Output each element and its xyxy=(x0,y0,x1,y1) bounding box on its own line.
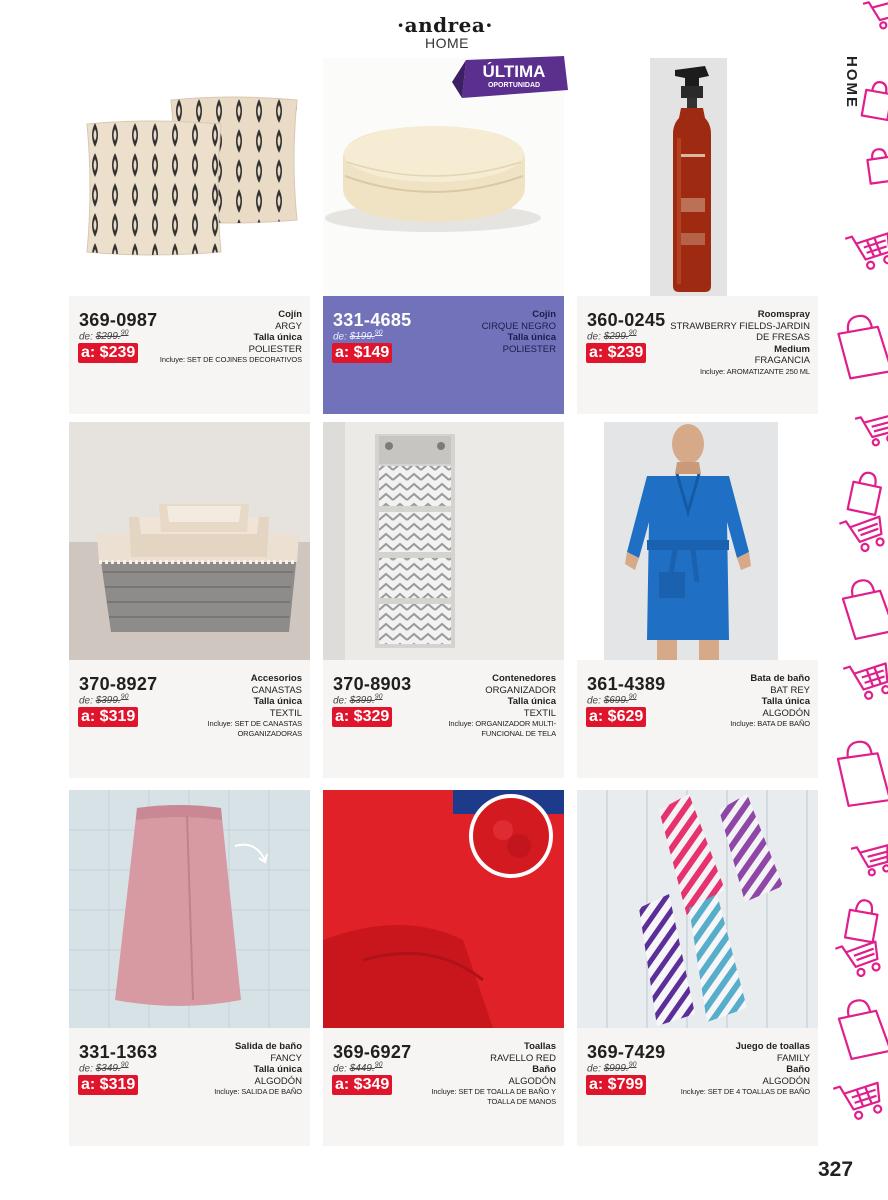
shopping-bag-icon xyxy=(866,148,888,184)
product-card[interactable] xyxy=(577,790,818,1146)
product-code: 331-4685 xyxy=(333,310,412,330)
shopping-bag-icon xyxy=(848,470,884,515)
product-info xyxy=(323,660,564,778)
product-code: 361-4389 xyxy=(587,674,666,694)
product-image-baskets xyxy=(69,422,310,660)
product-includes: Incluye: SET DE TOALLA DE BAÑO Y TOALLA DE MANOS xyxy=(431,1087,556,1106)
product-details xyxy=(660,673,810,729)
product-model: BAT REY xyxy=(770,684,810,696)
product-material: ALGODÓN xyxy=(254,1075,302,1087)
shopping-cart-icon xyxy=(843,656,888,704)
product-size: Baño xyxy=(532,1064,556,1075)
product-category: Roomspray xyxy=(757,309,810,320)
badge-title: ÚLTIMA xyxy=(482,62,546,81)
shopping-cart-icon xyxy=(855,410,888,449)
product-category: Cojín xyxy=(532,309,556,320)
product-size: Baño xyxy=(786,1064,810,1075)
product-includes: Incluye: SET DE CANASTAS ORGANIZADORAS xyxy=(207,719,302,738)
product-model: ORGANIZADOR xyxy=(485,684,556,696)
product-card[interactable] xyxy=(69,790,310,1146)
product-material: FRAGANCIA xyxy=(754,355,810,366)
shopping-bag-icon xyxy=(845,898,880,942)
product-info xyxy=(323,1028,564,1146)
product-category: Toallas xyxy=(523,1041,556,1052)
product-details xyxy=(406,1041,556,1107)
product-info xyxy=(69,660,310,778)
product-model: FANCY xyxy=(270,1052,302,1064)
sale-price: a: $239 xyxy=(586,343,646,363)
shopping-cart-icon xyxy=(845,226,888,274)
brand-subtitle: HOME xyxy=(425,35,469,51)
product-details xyxy=(660,1041,810,1097)
sale-price: a: $319 xyxy=(78,1075,138,1095)
product-card[interactable] xyxy=(323,790,564,1146)
sale-price: a: $319 xyxy=(78,707,138,727)
product-details xyxy=(152,1041,302,1097)
product-image-red-towels xyxy=(323,790,564,1028)
product-model: STRAWBERRY FIELDS-JARDIN DE FRESAS xyxy=(670,320,810,343)
product-details xyxy=(660,309,810,377)
product-card[interactable] xyxy=(577,422,818,778)
badge-subtitle: OPORTUNIDAD xyxy=(487,82,541,89)
product-image-pillows xyxy=(69,58,310,296)
shopping-cart-icon xyxy=(835,935,884,981)
product-image-bath-wrap xyxy=(69,790,310,1028)
shopping-bag-icon xyxy=(836,312,888,379)
product-model: CIRQUE NEGRO xyxy=(481,320,556,332)
product-info-highlighted xyxy=(323,296,564,414)
product-card[interactable] xyxy=(577,58,818,414)
shopping-bag-icon xyxy=(836,739,888,807)
product-category: Accesorios xyxy=(250,673,302,684)
regular-price: de: $299.90 xyxy=(587,330,637,343)
product-includes: Incluye: AROMATIZANTE 250 ML xyxy=(699,366,810,376)
regular-price: de: $349.90 xyxy=(79,1062,129,1075)
product-includes: Incluye: SET DE 4 TOALLAS DE BAÑO xyxy=(680,1087,810,1096)
product-info xyxy=(577,660,818,778)
product-size: Talla única xyxy=(253,332,302,343)
product-size: Talla única xyxy=(507,696,556,707)
product-details xyxy=(406,673,556,739)
product-material: TEXTIL xyxy=(269,707,302,719)
product-info xyxy=(69,296,310,414)
regular-price: de: $449.90 xyxy=(333,1062,383,1075)
product-model: CANASTAS xyxy=(251,684,302,696)
shopping-bag-icon xyxy=(836,996,888,1060)
shopping-decoration xyxy=(826,0,888,1150)
product-size: Talla única xyxy=(253,696,302,707)
product-code: 370-8927 xyxy=(79,674,158,694)
product-code: 331-1363 xyxy=(79,1042,158,1062)
regular-price: de: $399.90 xyxy=(333,694,383,707)
regular-price: de: $999.90 xyxy=(587,1062,637,1075)
sale-price: a: $349 xyxy=(332,1075,392,1095)
product-model: FAMILY xyxy=(776,1052,810,1064)
product-image-bathrobe xyxy=(577,422,818,660)
product-category: Bata de baño xyxy=(750,673,810,684)
product-includes: Incluye: ORGANIZADOR MULTI-FUNCIONAL DE TELA xyxy=(448,719,556,738)
product-code: 369-7429 xyxy=(587,1042,666,1062)
regular-price: de: $699.90 xyxy=(587,694,637,707)
brand-logo: ·andrea· xyxy=(397,13,493,37)
product-category: Salida de baño xyxy=(234,1041,302,1052)
shopping-cart-icon xyxy=(863,0,888,32)
product-material: ALGODÓN xyxy=(762,1075,810,1087)
sale-price: a: $329 xyxy=(332,707,392,727)
product-category: Juego de toallas xyxy=(735,1041,810,1052)
product-size: Talla única xyxy=(253,1064,302,1075)
product-material: ALGODÓN xyxy=(762,707,810,719)
sale-price: a: $629 xyxy=(586,707,646,727)
product-material: ALGODÓN xyxy=(508,1075,556,1087)
product-card[interactable] xyxy=(323,422,564,778)
product-image-organizer xyxy=(323,422,564,660)
shopping-bag-icon xyxy=(840,576,888,640)
sale-price: a: $149 xyxy=(332,343,392,363)
product-details xyxy=(152,673,302,739)
product-model: ARGY xyxy=(275,320,302,332)
product-code: 360-0245 xyxy=(587,310,666,330)
product-category: Contenedores xyxy=(492,673,556,684)
product-code: 369-0987 xyxy=(79,310,158,330)
product-card[interactable] xyxy=(69,422,310,778)
product-includes: Incluye: BATA DE BAÑO xyxy=(730,719,810,728)
regular-price: de: $199.90 xyxy=(333,330,383,343)
shopping-cart-icon xyxy=(851,840,888,879)
product-code: 369-6927 xyxy=(333,1042,412,1062)
product-material: POLIESTER xyxy=(248,343,302,355)
product-details xyxy=(152,309,302,365)
product-size: Talla única xyxy=(761,696,810,707)
product-image-spray-bottle xyxy=(577,58,818,296)
product-image-striped-towels xyxy=(577,790,818,1028)
product-includes: Incluye: SET DE COJINES DECORATIVOS xyxy=(159,355,302,364)
product-card[interactable] xyxy=(323,58,564,414)
regular-price: de: $299.90 xyxy=(79,330,129,343)
sale-price: a: $799 xyxy=(586,1075,646,1095)
product-includes: Incluye: SALIDA DE BAÑO xyxy=(214,1087,302,1096)
product-info xyxy=(577,1028,818,1146)
product-material: POLIESTER xyxy=(502,343,556,355)
product-card[interactable] xyxy=(69,58,310,414)
sale-price: a: $239 xyxy=(78,343,138,363)
product-details xyxy=(406,309,556,355)
product-size: Talla única xyxy=(507,332,556,343)
product-info xyxy=(577,296,818,414)
product-material: TEXTIL xyxy=(523,707,556,719)
product-code: 370-8903 xyxy=(333,674,412,694)
product-info xyxy=(69,1028,310,1146)
last-chance-badge xyxy=(452,56,568,98)
product-model: RAVELLO RED xyxy=(490,1052,556,1064)
regular-price: de: $399.90 xyxy=(79,694,129,707)
product-category: Cojín xyxy=(278,309,302,320)
page-number: 327 xyxy=(818,1158,854,1181)
brand-header xyxy=(395,14,495,50)
section-label: HOME xyxy=(843,56,860,109)
shopping-bag-icon xyxy=(862,80,888,120)
shopping-cart-icon xyxy=(839,510,888,556)
shopping-cart-icon xyxy=(833,1075,886,1123)
product-size: Medium xyxy=(774,343,810,355)
